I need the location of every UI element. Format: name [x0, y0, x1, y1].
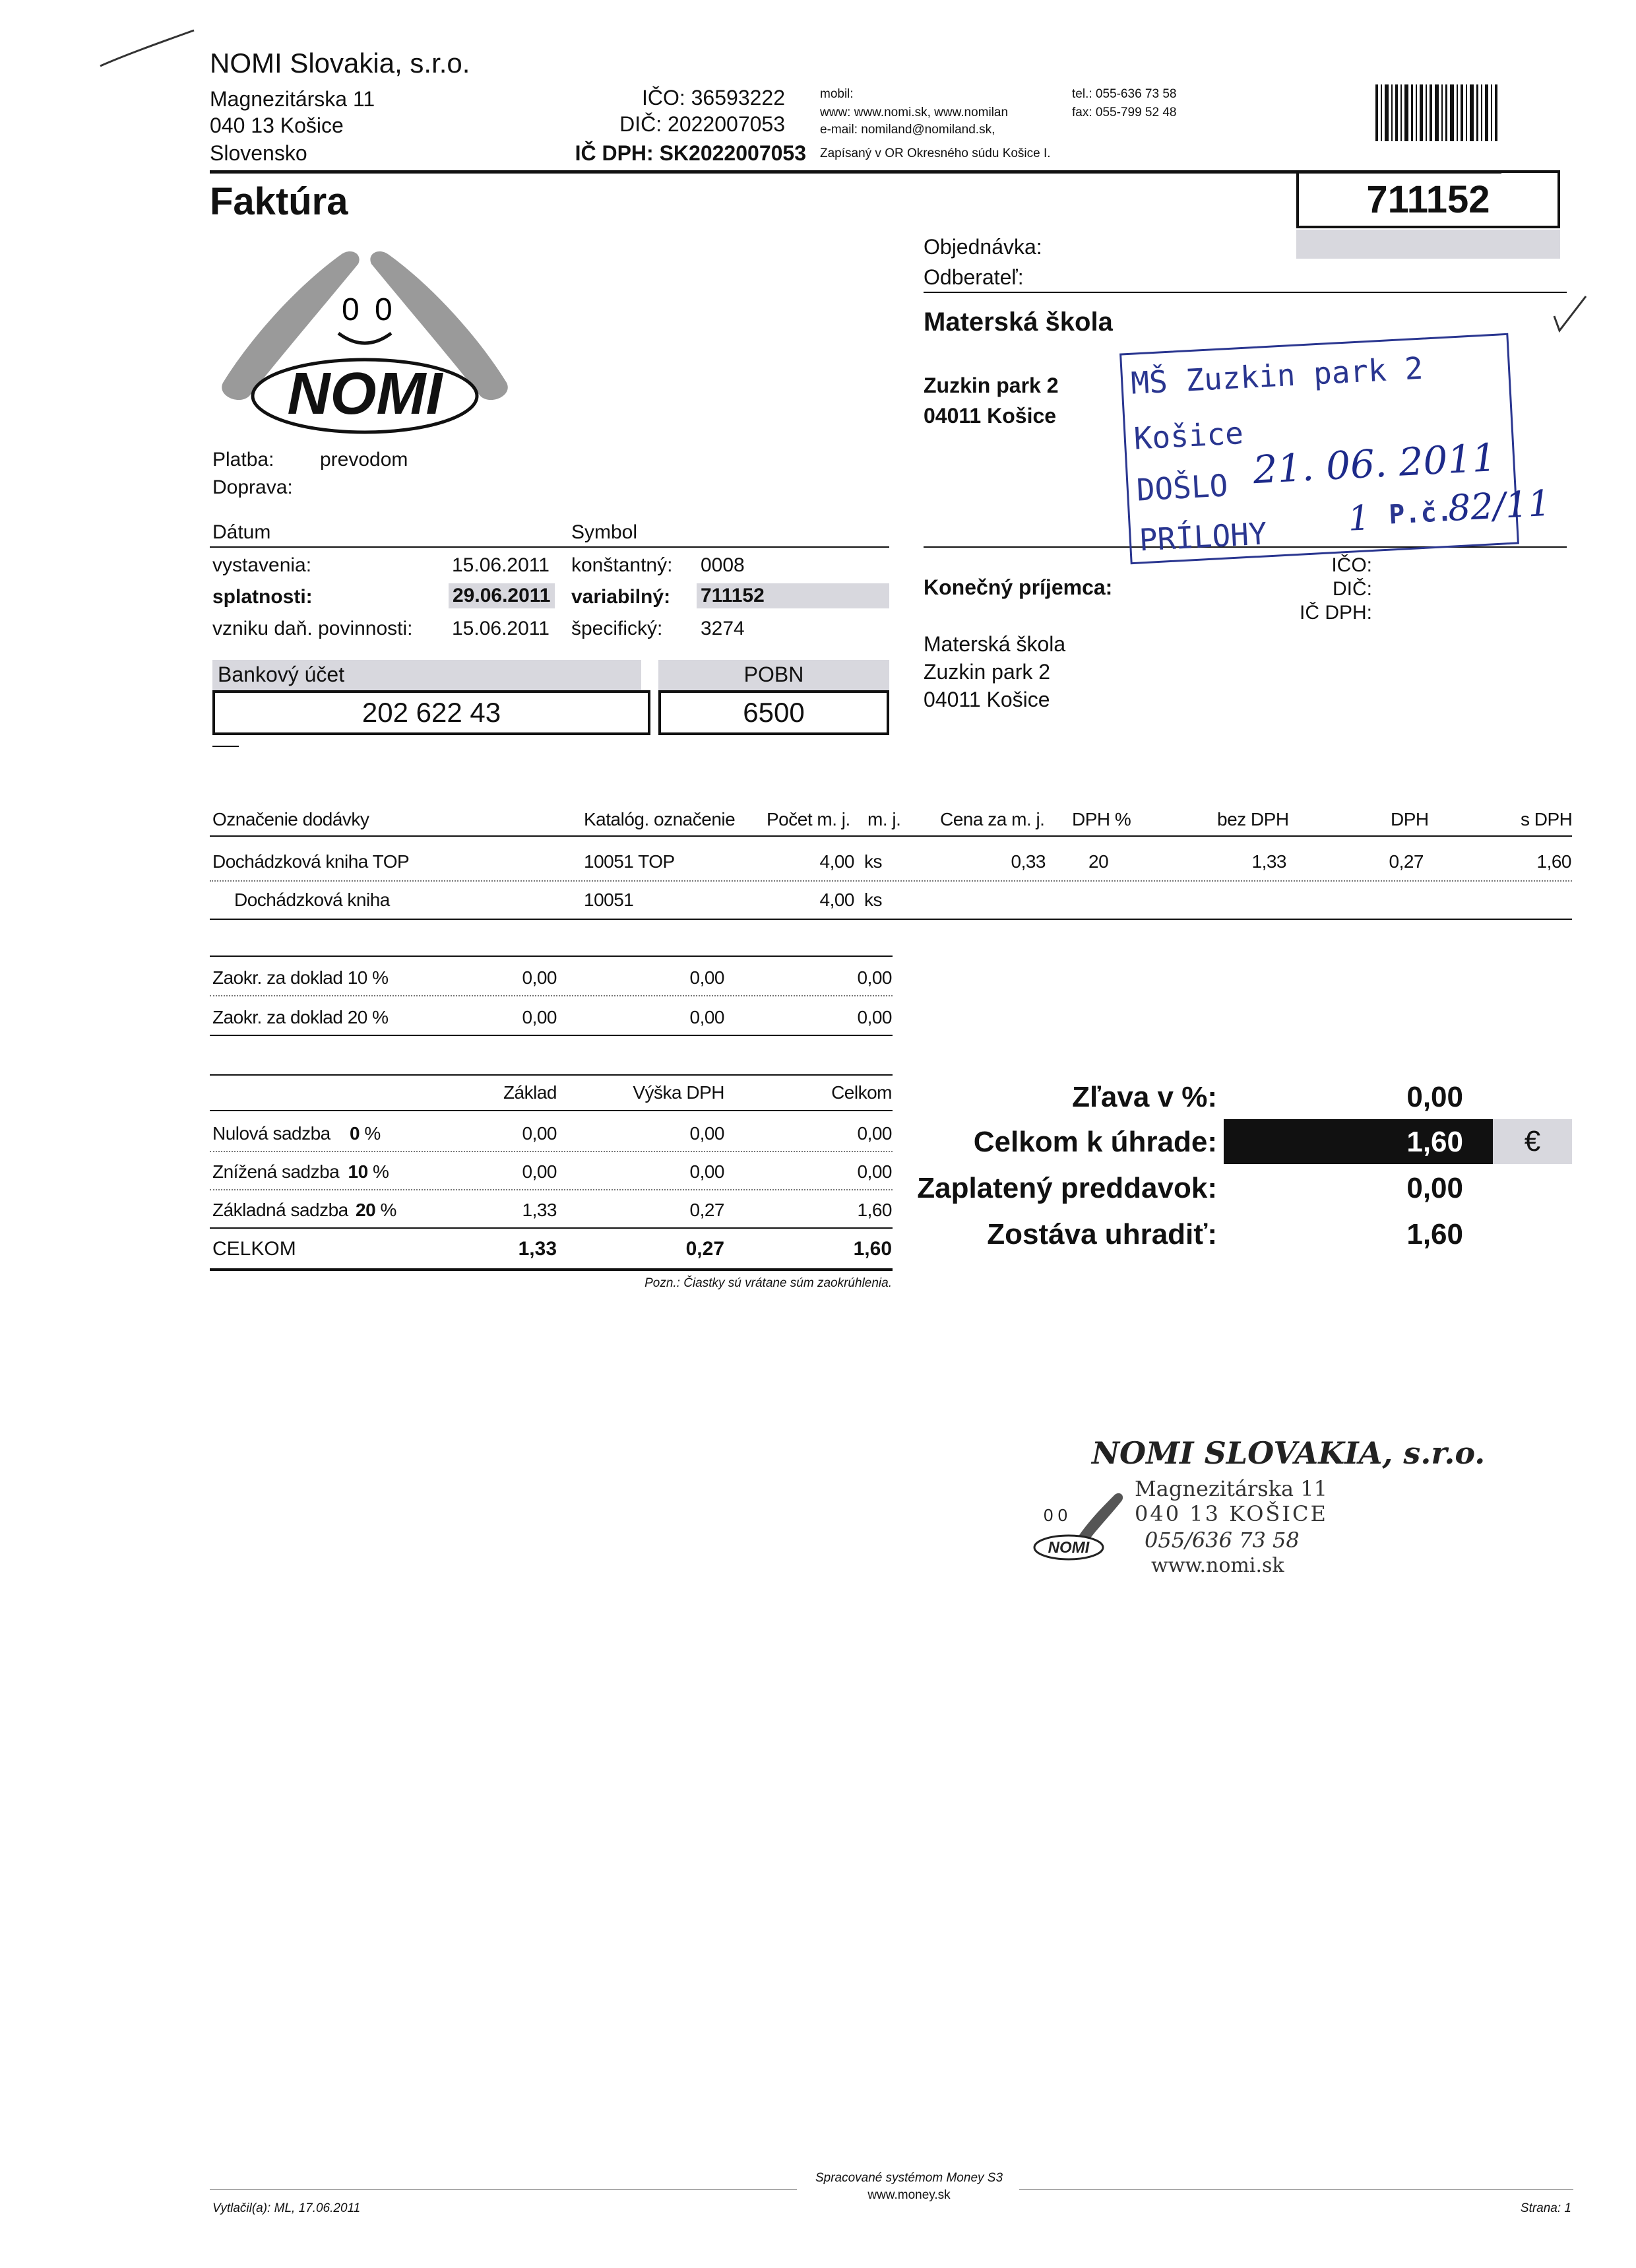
- vat-total-header: Celkom: [831, 1082, 892, 1103]
- vat-row-1-tax: 0,00: [689, 1123, 724, 1144]
- svg-text:0: 0: [375, 292, 393, 327]
- invoice-number-shade: [1296, 230, 1560, 259]
- footer-system-url: www.money.sk: [867, 2188, 951, 2202]
- vat-row-1-total: 0,00: [857, 1123, 892, 1144]
- company-icdph: IČ DPH: SK2022007053: [575, 141, 806, 165]
- stamp-logo: [1029, 1481, 1128, 1567]
- footer-rule-right: [1019, 2189, 1573, 2190]
- pobn-label: POBN: [743, 663, 804, 686]
- company-tel: tel.: 055-636 73 58: [1072, 87, 1177, 101]
- col-vat-header: DPH %: [1072, 809, 1131, 829]
- checkmark-icon: [1550, 294, 1590, 337]
- symbol-const-value: 0008: [701, 554, 745, 576]
- company-stamp-line-3: 040 13 KOŠICE: [1135, 1501, 1328, 1526]
- item-2-qty: 4,00: [819, 890, 854, 910]
- customer-city: 04011 Košice: [924, 404, 1057, 428]
- vat-row-3-label: [212, 1200, 396, 1221]
- stamp-hand-pc: 82/11: [1447, 482, 1552, 529]
- date-issued-value: 15.06.2011: [452, 554, 550, 576]
- symbol-spec-value: 3274: [701, 618, 745, 639]
- company-www: www: www.nomi.sk, www.nomilan: [820, 106, 1009, 119]
- col-unit-header: m. j.: [867, 809, 901, 829]
- item-1-name: Dochádzková kniha TOP: [212, 851, 410, 872]
- company-stamp-line-5: www.nomi.sk: [1151, 1554, 1284, 1577]
- footer-page: Strana: 1: [1520, 2201, 1571, 2215]
- rounding-2-b: 0,00: [689, 1007, 724, 1027]
- col-tax-header: DPH: [1391, 809, 1429, 829]
- item-1-unit: ks: [864, 851, 882, 872]
- vat-row-1-base: 0,00: [522, 1123, 557, 1144]
- final-street: Zuzkin park 2: [924, 660, 1051, 684]
- item-2-unit: ks: [864, 890, 882, 910]
- vat-row-3-rate: 20: [356, 1200, 376, 1220]
- rounding-divider: [210, 995, 893, 996]
- pen-mark: [98, 26, 197, 76]
- company-city: 040 13 Košice: [210, 113, 344, 137]
- bank-value: 202 622 43: [362, 697, 501, 728]
- final-icdph-label: IČ DPH:: [1299, 602, 1372, 624]
- vat-top-rule: [210, 1074, 893, 1076]
- currency-symbol: €: [1524, 1125, 1541, 1157]
- company-stamp-line-1: NOMI SLOVAKIA, s.r.o.: [1092, 1435, 1486, 1471]
- symbol-spec-label: špecifický:: [571, 618, 663, 639]
- company-email: e-mail: nomiland@nomiland.sk,: [820, 123, 995, 137]
- company-register: Zapísaný v OR Okresného súdu Košice I.: [820, 146, 1051, 160]
- vat-row-2-rate: 10: [348, 1161, 368, 1182]
- customer-rule: [924, 292, 1567, 293]
- vat-row-1-label: [212, 1123, 381, 1144]
- rounding-2-a: 0,00: [522, 1007, 557, 1027]
- symbol-const-label: konštantný:: [571, 554, 673, 576]
- rounding-1-c: 0,00: [857, 967, 892, 988]
- stamp-line-1: MŠ Zuzkin park 2: [1130, 350, 1424, 401]
- rounding-2-c: 0,00: [857, 1007, 892, 1027]
- symbol-var-label: variabilný:: [571, 586, 671, 608]
- customer-label: Odberateľ:: [924, 265, 1024, 289]
- vat-base-header: Základ: [503, 1082, 557, 1103]
- vat-row-2-total: 0,00: [857, 1161, 892, 1182]
- company-name: NOMI Slovakia, s.r.o.: [210, 48, 470, 79]
- order-label: Objednávka:: [924, 235, 1042, 259]
- pobn-label-bar: [658, 660, 889, 690]
- pobn-value: 6500: [743, 697, 805, 728]
- shipping-label: Doprava:: [212, 476, 293, 498]
- vat-row-1-pct: %: [364, 1123, 381, 1144]
- final-city: 04011 Košice: [924, 688, 1050, 711]
- date-tax-value: 15.06.2011: [452, 618, 550, 639]
- vat-divider-1: [210, 1151, 893, 1152]
- vat-note: Pozn.: Čiastky sú vrátane súm zaokrúhlenia.: [645, 1276, 892, 1290]
- stamp-hand-date: 21. 06. 2011: [1251, 435, 1497, 493]
- vat-total-base: 1,33: [518, 1238, 557, 1260]
- customer-street: Zuzkin park 2: [924, 373, 1059, 397]
- footer-system: Spracované systémom Money S3: [815, 2171, 1003, 2185]
- vat-row-2-label: [212, 1161, 389, 1183]
- items-end-rule: [210, 919, 1572, 920]
- item-1-vat: 20: [1088, 851, 1109, 872]
- date-header: Dátum: [212, 521, 271, 543]
- footer-printed: Vytlačil(a): ML, 17.06.2011: [212, 2201, 361, 2215]
- nomi-logo: [210, 241, 520, 439]
- remaining-value: 1,60: [1406, 1218, 1463, 1250]
- item-2-catalog: 10051: [584, 890, 634, 910]
- item-1-catalog: 10051 TOP: [584, 851, 675, 872]
- company-fax: fax: 055-799 52 48: [1072, 106, 1177, 119]
- invoice-title: Faktúra: [210, 180, 348, 223]
- vat-row-2-pct: %: [372, 1161, 389, 1182]
- company-country: Slovensko: [210, 141, 307, 165]
- vat-row-3-tax: 0,27: [689, 1200, 724, 1220]
- item-1-divider: [210, 880, 1572, 882]
- vat-total-tax: 0,27: [685, 1238, 724, 1260]
- barcode: [1375, 84, 1497, 141]
- discount-value: 0,00: [1406, 1081, 1463, 1113]
- svg-text:0: 0: [342, 292, 360, 327]
- payment-value: prevodom: [320, 449, 408, 470]
- rounding-1-b: 0,00: [689, 967, 724, 988]
- date-issued-label: vystavenia:: [212, 554, 312, 576]
- vat-row-1-rate: 0: [350, 1123, 360, 1144]
- items-header-rule: [210, 835, 1572, 837]
- col-qty-header: Počet m. j.: [767, 809, 850, 829]
- prepaid-label: Zaplatený preddavok:: [917, 1172, 1217, 1204]
- col-catalog-header: Katalóg. označenie: [584, 809, 736, 829]
- bank-box: [212, 690, 650, 735]
- company-stamp-line-2: Magnezitárska 11: [1135, 1476, 1327, 1501]
- vat-row-3-total: 1,60: [857, 1200, 892, 1220]
- company-dic: DIČ: 2022007053: [619, 112, 785, 136]
- vat-row-2-base: 0,00: [522, 1161, 557, 1182]
- footer-rule-left: [210, 2189, 797, 2190]
- vat-divider-2: [210, 1189, 893, 1190]
- svg-text:NOMI: NOMI: [1048, 1539, 1090, 1557]
- received-stamp: [1119, 333, 1552, 564]
- vat-header-rule: [210, 1110, 893, 1111]
- customer-name: Materská škola: [924, 308, 1113, 337]
- invoice-number: 711152: [1366, 178, 1490, 221]
- stamp-line-3: DOŠLO: [1135, 467, 1229, 508]
- stamp-hand-count: 1: [1347, 498, 1371, 539]
- stamp-line-2: Košice: [1133, 415, 1245, 457]
- due-label: Celkom k úhrade:: [973, 1126, 1217, 1158]
- col-name-header: Označenie dodávky: [212, 809, 369, 829]
- rounding-top-rule: [210, 956, 893, 957]
- vat-tax-header: Výška DPH: [633, 1082, 724, 1103]
- company-mobil: mobil:: [820, 87, 854, 101]
- rounding-bottom-rule: [210, 1035, 893, 1036]
- date-rule: [210, 546, 889, 548]
- vat-total-rule: [210, 1227, 893, 1229]
- final-name: Materská škola: [924, 632, 1066, 656]
- company-stamp: [1029, 1435, 1486, 1587]
- vat-bottom-rule: [210, 1268, 893, 1271]
- svg-text:0 0: 0 0: [1044, 1505, 1068, 1525]
- bank-label-bar: [212, 660, 641, 690]
- item-1-net: 1,33: [1251, 851, 1286, 872]
- col-price-header: Cena za m. j.: [940, 809, 1045, 829]
- company-stamp-line-4: 055/636 73 58: [1145, 1528, 1300, 1553]
- vat-row-3-pct: %: [380, 1200, 396, 1220]
- date-due-label: splatnosti:: [212, 586, 313, 608]
- stamp-pc-label: P.č.: [1388, 496, 1453, 531]
- rounding-1-label: Zaokr. za doklad 10 %: [212, 967, 389, 988]
- svg-text:NOMI: NOMI: [287, 361, 443, 427]
- item-1-qty: 4,00: [819, 851, 854, 872]
- company-street: Magnezitárska 11: [210, 87, 375, 111]
- col-gross-header: s DPH: [1521, 809, 1573, 829]
- vat-total-total: 1,60: [853, 1238, 892, 1260]
- col-net-header: bez DPH: [1217, 809, 1289, 829]
- item-1-gross: 1,60: [1536, 851, 1571, 872]
- item-2-name: Dochádzková kniha: [234, 890, 390, 910]
- prepaid-value: 0,00: [1406, 1172, 1463, 1204]
- vat-row-1-name: Nulová sadzba: [212, 1123, 330, 1144]
- stamp-line-4: PRÍLOHY: [1138, 515, 1268, 558]
- company-ico: IČO: 36593222: [641, 86, 785, 110]
- final-dic-label: DIČ:: [1333, 578, 1372, 600]
- symbol-header: Symbol: [571, 521, 638, 543]
- vat-row-2-name: Znížená sadzba: [212, 1161, 340, 1182]
- vat-row-3-name: Základná sadzba: [212, 1200, 348, 1220]
- payment-label: Platba:: [212, 449, 274, 470]
- vat-row-2-tax: 0,00: [689, 1161, 724, 1182]
- item-1-price: 0,33: [1011, 851, 1046, 872]
- bank-label: Bankový účet: [218, 663, 345, 686]
- symbol-var-value: 711152: [697, 583, 889, 608]
- item-1-tax: 0,27: [1389, 851, 1424, 872]
- currency-box: [1493, 1119, 1572, 1164]
- rounding-1-a: 0,00: [522, 967, 557, 988]
- discount-label: Zľava v %:: [1072, 1081, 1217, 1113]
- final-recipient-label: Konečný príjemca:: [924, 575, 1113, 599]
- vat-total-label: CELKOM: [212, 1238, 296, 1260]
- date-due-value: 29.06.2011: [449, 583, 555, 608]
- due-value: 1,60: [1406, 1126, 1463, 1158]
- bank-underline: [212, 746, 239, 747]
- date-tax-label: vzniku daň. povinnosti:: [212, 618, 413, 639]
- rounding-2-label: Zaokr. za doklad 20 %: [212, 1007, 389, 1027]
- vat-row-3-base: 1,33: [522, 1200, 557, 1220]
- remaining-label: Zostáva uhradiť:: [987, 1218, 1217, 1250]
- final-ico-label: IČO:: [1331, 554, 1372, 576]
- invoice-number-box: [1296, 170, 1560, 228]
- pobn-box: [658, 690, 889, 735]
